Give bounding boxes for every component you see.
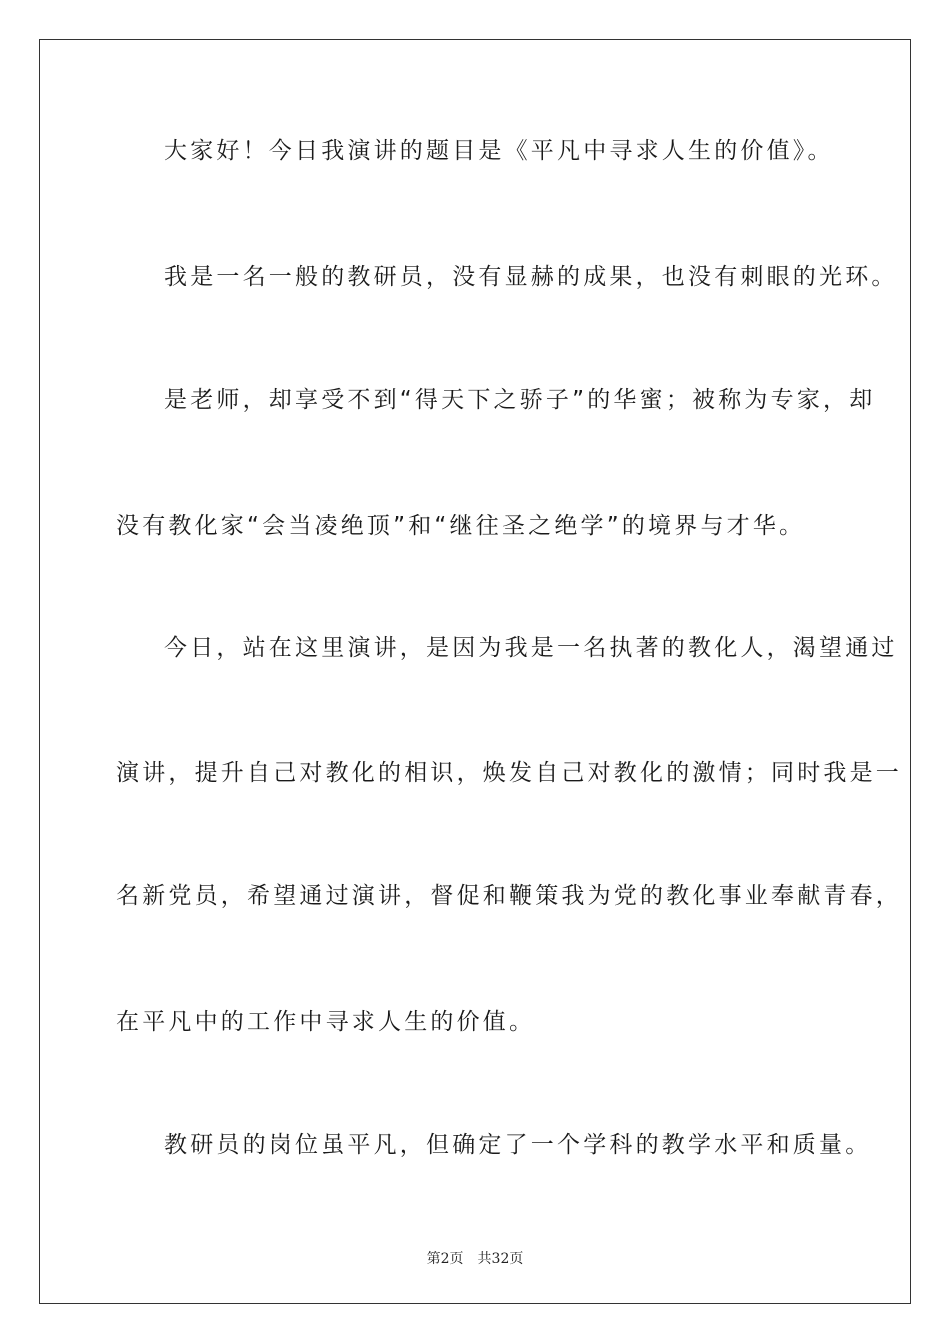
paragraph-line-4: 没有教化家“会当凌绝顶”和“继往圣之绝学”的境界与才华。: [116, 513, 806, 539]
page-total: 共32页: [477, 1251, 524, 1267]
paragraph-line-3: 是老师，却享受不到“得天下之骄子”的华蜜；被称为专家，却: [164, 387, 876, 413]
paragraph-line-7: 名新党员，希望通过演讲，督促和鞭策我为党的教化事业奉献青春，: [116, 883, 902, 909]
page-footer: [0, 1248, 950, 1268]
paragraph-line-8: 在平凡中的工作中寻求人生的价值。: [116, 1009, 536, 1035]
paragraph-line-1: 大家好！今日我演讲的题目是《平凡中寻求人生的价值》。: [164, 138, 834, 164]
paragraph-line-5: 今日，站在这里演讲，是因为我是一名执著的教化人，渴望通过: [164, 635, 898, 661]
paragraph-line-6: 演讲，提升自己对教化的相识，焕发自己对教化的激情；同时我是一: [116, 760, 902, 786]
page-frame: [39, 39, 911, 1304]
page-number: 第2页: [426, 1251, 464, 1267]
paragraph-line-9: 教研员的岗位虽平凡，但确定了一个学科的教学水平和质量。: [164, 1132, 872, 1158]
paragraph-line-2: 我是一名一般的教研员，没有显赫的成果，也没有刺眼的光环。: [164, 264, 898, 290]
